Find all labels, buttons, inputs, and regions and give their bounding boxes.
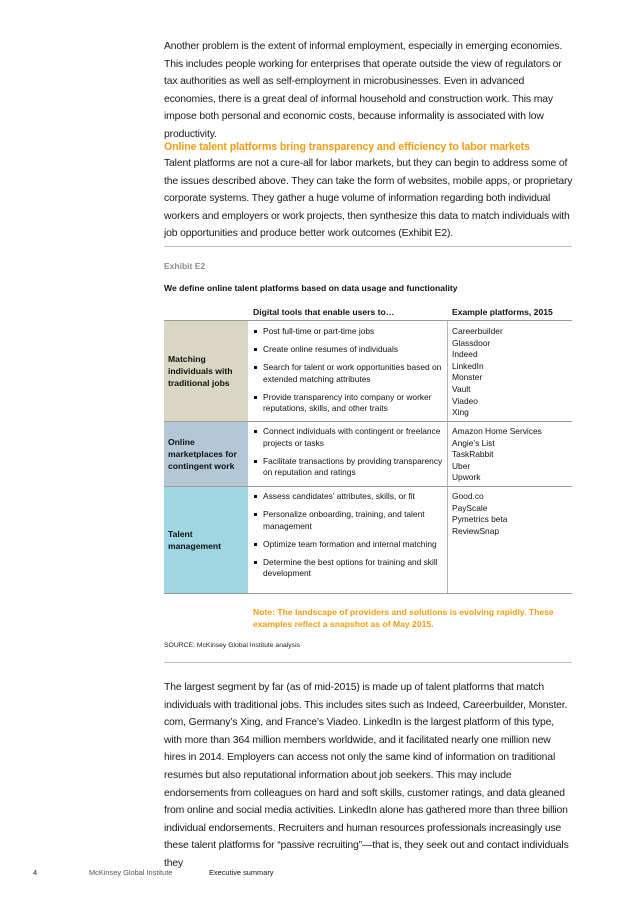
column-header-platforms: Example platforms, 2015 — [452, 307, 553, 317]
tools-list-contingent-work — [253, 426, 443, 485]
tools-list-traditional-jobs — [253, 326, 443, 421]
list-item: Amazon Home Services — [452, 426, 542, 436]
list-item: Provide transparency into company or worker reputations, skills, and other traits — [253, 392, 443, 415]
list-item: Pymetrics beta — [452, 514, 508, 525]
platforms-list-talent-management — [452, 491, 570, 537]
list-item: PayScale — [452, 502, 488, 513]
list-item: Assess candidates’ attributes, skills, or fit — [253, 491, 443, 503]
list-item: TaskRabbit — [452, 449, 494, 460]
platforms-list-traditional-jobs — [452, 326, 570, 419]
exhibit-bottom-rule — [164, 662, 572, 663]
table-bottom-rule — [164, 593, 572, 594]
list-item: Careerbuilder — [452, 326, 503, 336]
list-item: Connect individuals with contingent or freelance projects or tasks — [253, 426, 443, 449]
list-item: Monster — [452, 372, 483, 383]
exhibit-top-rule — [164, 246, 572, 247]
list-item: Search for talent or work opportunities based on extended matching attributes — [253, 362, 443, 385]
list-item: Indeed — [452, 349, 478, 360]
list-item: Optimize team formation and internal matching — [253, 539, 443, 551]
list-item: LinkedIn — [452, 360, 484, 371]
exhibit-note: Note: The landscape of providers and solutions is evolving rapidly. These examples reflect a snapshot as of May 2015. — [253, 607, 554, 629]
list-item: Facilitate transactions by providing transparency on reputation and ratings — [253, 456, 443, 479]
list-item: Post full-time or part-time jobs — [253, 326, 443, 338]
footer-publisher: McKinsey Global Institute — [89, 868, 173, 877]
list-item: Xing — [452, 407, 469, 418]
list-item: Viadeo — [452, 395, 478, 406]
list-item: Good.co — [452, 491, 484, 501]
column-divider — [447, 321, 448, 593]
list-item: Angie’s List — [452, 437, 495, 448]
section-heading: Online talent platforms bring transparency and efficiency to labor markets — [164, 141, 530, 153]
intro-paragraph: Another problem is the extent of informal employment, especially in emerging economies. This includes people working for enterprises that operate outside the view of regulators or tax authorities as well as self-employment in microbusinesses. Even in advanced economies, there is a great deal of informal household and construction work. This may impose both personal and economic costs, because informality is associated with low productivity. — [164, 41, 563, 140]
footer-section: Executive summary — [209, 868, 274, 877]
list-item: Uber — [452, 460, 471, 471]
list-item: Vault — [452, 383, 471, 394]
exhibit-source: SOURCE: McKinsey Global Institute analysis — [164, 642, 300, 649]
platforms-list-contingent-work — [452, 426, 570, 484]
tools-list-talent-management — [253, 491, 443, 586]
category-traditional-jobs: Matching individuals with traditional jobs — [164, 321, 248, 421]
section-paragraph: Talent platforms are not a cure-all for labor markets, but they can begin to address some of the issues described above. They can take the form of websites, mobile apps, or proprietary corporate systems. They gather a huge volume of information regarding both individual workers and employers or work projects, then synthesize this data to match individuals with job opportunities and produce better work outcomes (Exhibit E2). — [164, 158, 573, 240]
column-header-tools: Digital tools that enable users to… — [253, 307, 395, 317]
page-number: 4 — [33, 868, 38, 877]
category-contingent-work: Online marketplaces for contingent work — [164, 422, 248, 486]
closing-paragraph: The largest segment by far (as of mid-2015) is made up of talent platforms that match individuals with traditional jobs. This includes sites such as Indeed, Careerbuilder, Monster. com, Germany’s Xing, and France’s Viadeo. LinkedIn is the largest platform of this type, with more than 364 million members worldwide, and it facilitated nearly one million new hires in 2014. Employers can access not only the same kind of information on traditional resumes but also reputational information about job seekers. This may include endorsements from colleagues on hard and soft skills, customer ratings, and data gleaned from online and social media activities. LinkedIn alone has gathered more than three billion individual endorsements. Recruiters and human resources professionals increasingly use these talent platforms for “passive recruiting”—that is, they seek out and contact individuals they — [164, 682, 569, 869]
list-item: Upwork — [452, 472, 481, 483]
list-item: ReviewSnap — [452, 525, 500, 536]
list-item: Personalize onboarding, training, and talent management — [253, 509, 443, 532]
list-item: Glassdoor — [452, 337, 491, 348]
list-item: Create online resumes of individuals — [253, 344, 443, 356]
list-item: Determine the best options for training and skill development — [253, 557, 443, 580]
exhibit-label: Exhibit E2 — [164, 261, 206, 271]
category-talent-management: Talent management — [164, 487, 248, 593]
exhibit-title: We define online talent platforms based on data usage and functionality — [164, 283, 458, 293]
